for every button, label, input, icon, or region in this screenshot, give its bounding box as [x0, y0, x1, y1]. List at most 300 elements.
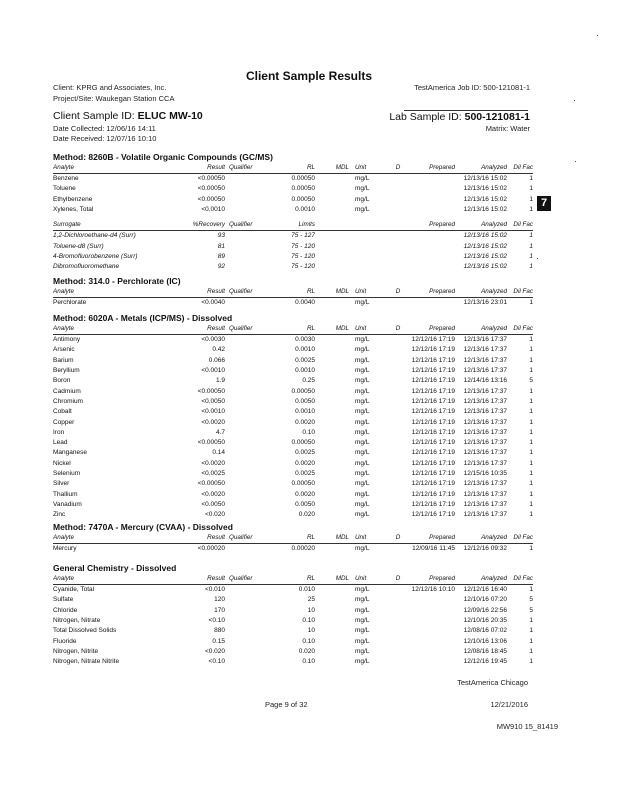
table-row	[53, 174, 533, 185]
cell-analyzed: 12/08/16 07:02	[463, 627, 507, 635]
cell-d	[389, 335, 407, 346]
cell-d	[389, 626, 407, 636]
cell-dil: 1	[529, 545, 533, 553]
cell-qualifier	[225, 500, 275, 510]
cell-prepared	[407, 231, 455, 242]
table-row	[53, 616, 533, 626]
cell-rl: 25	[307, 596, 315, 604]
cell-analyzed: 12/13/16 15:02	[463, 242, 507, 250]
cell-unit: mg/L	[355, 418, 370, 426]
cell-unit: mg/L	[355, 449, 370, 457]
cell-mdl	[315, 448, 349, 458]
cell-prepared	[407, 298, 455, 309]
cell-prepared: 12/12/16 17:19	[411, 511, 455, 519]
table-header-row	[53, 163, 533, 174]
column-header-mdl: MDL	[315, 574, 349, 585]
cell-prepared	[407, 262, 455, 272]
cell-analyte: Mercury	[53, 545, 77, 553]
cell-analyte: Chloride	[53, 606, 78, 614]
cell-dil: 1	[529, 637, 533, 645]
cell-analyzed: 12/13/16 17:37	[463, 511, 507, 519]
cell-prepared: 12/12/16 17:19	[411, 408, 455, 416]
empty-cell	[389, 262, 407, 272]
cell-mdl	[315, 469, 349, 479]
cell-rl: 0.0025	[295, 470, 315, 477]
cell-mdl	[315, 616, 349, 626]
cell-result: <0.0020	[201, 459, 225, 467]
cell-rl: 10	[307, 627, 315, 635]
column-header-prepared: Prepared	[407, 324, 455, 335]
table-row	[53, 397, 533, 407]
cell-mdl	[315, 298, 349, 309]
cell-analyzed: 12/13/16 17:37	[463, 408, 507, 416]
cell-rl: 0.0050	[295, 500, 315, 508]
cell-qualifier	[225, 544, 275, 555]
cell-unit: mg/L	[355, 408, 370, 416]
cell-qualifier	[225, 386, 275, 396]
cell-rl: 0.10	[302, 658, 315, 666]
cell-result: 170	[214, 606, 225, 614]
cell-analyzed: 12/13/16 17:37	[463, 367, 507, 375]
column-header-rl: RL	[275, 324, 315, 335]
cell-unit: mg/L	[355, 336, 370, 344]
method-heading: Method: 8260B - Volatile Organic Compounds (GC/MS)	[53, 152, 273, 162]
cell-mdl	[315, 500, 349, 510]
cell-d	[389, 386, 407, 396]
column-header-d: D	[389, 163, 407, 174]
cell-dil: 1	[529, 490, 533, 498]
cell-mdl	[315, 657, 349, 667]
empty-cell	[315, 241, 349, 251]
client-sample-id	[53, 110, 203, 122]
cell-d	[389, 376, 407, 386]
column-header-result: Result	[183, 324, 225, 335]
cell-prepared	[407, 174, 455, 185]
cell-mdl	[315, 366, 349, 376]
empty-cell	[389, 231, 407, 242]
cell-result: <0.010	[204, 586, 225, 594]
results-table	[53, 574, 533, 667]
cell-analyzed: 12/13/16 17:37	[463, 356, 507, 364]
table-row	[53, 595, 533, 605]
cell-analyte: Copper	[53, 418, 75, 426]
cell-qualifier	[225, 438, 275, 448]
cell-d	[389, 298, 407, 309]
cell-prepared	[407, 657, 455, 667]
column-header-dil-fac: Dil Fac	[507, 324, 533, 335]
cell-qualifier	[225, 510, 275, 520]
cell-dil: 1	[529, 185, 533, 193]
cell-unit: mg/L	[355, 367, 370, 375]
cell-analyte: Manganese	[53, 449, 87, 457]
cell-mdl	[315, 195, 349, 205]
cell-analyte: Thallium	[53, 490, 78, 498]
table-row	[53, 345, 533, 355]
cell-rl: 0.00050	[291, 439, 315, 447]
table-row	[53, 657, 533, 667]
cell-unit: mg/L	[355, 299, 370, 307]
column-header-rl: RL	[275, 287, 315, 298]
cell-analyte: Total Dissolved Solids	[53, 627, 117, 635]
cell-dil: 1	[529, 470, 533, 477]
cell-result: <0.0010	[201, 367, 225, 375]
cell-analyzed: 12/13/16 15:02	[463, 232, 507, 240]
cell-qualifier	[225, 489, 275, 499]
cell-qualifier	[225, 407, 275, 417]
cell-unit: mg/L	[355, 397, 370, 405]
cell-prepared: 12/12/16 17:19	[411, 428, 455, 436]
column-header-prepared: Prepared	[407, 163, 455, 174]
cell-mdl	[315, 585, 349, 596]
table-row	[53, 407, 533, 417]
cell-limits: 75 - 120	[291, 252, 315, 260]
cell-mdl	[315, 489, 349, 499]
column-header-qualifier: Qualifier	[225, 287, 275, 298]
cell-recovery: 93	[217, 232, 225, 240]
cell-qualifier	[225, 479, 275, 489]
cell-d	[389, 585, 407, 596]
cell-prepared: 12/12/16 17:19	[411, 377, 455, 385]
cell-result: 0.15	[212, 637, 225, 645]
cell-dil: 1	[529, 356, 533, 364]
cell-rl: 0.00050	[291, 185, 315, 193]
cell-unit: mg/L	[355, 387, 370, 395]
cell-prepared: 12/12/16 17:19	[411, 449, 455, 457]
cell-prepared	[407, 636, 455, 646]
cell-rl: 0.00020	[291, 545, 315, 553]
cell-qualifier	[225, 205, 275, 215]
cell-mdl	[315, 407, 349, 417]
column-header-unit: Unit	[349, 324, 389, 335]
column-header-result: Result	[183, 163, 225, 174]
cell-d	[389, 657, 407, 667]
cell-mdl	[315, 544, 349, 555]
cell-result: <0.0050	[201, 500, 225, 508]
cell-d	[389, 184, 407, 194]
cell-analyte: Benzene	[53, 175, 79, 183]
surrogate-header-dil-fac: Dil Fac	[507, 220, 533, 231]
cell-analyte: Barium	[53, 356, 74, 364]
cell-d	[389, 647, 407, 657]
cell-analyzed: 12/13/16 17:37	[463, 500, 507, 508]
cell-mdl	[315, 626, 349, 636]
table-row	[53, 489, 533, 499]
cell-analyzed: 12/13/16 17:37	[463, 397, 507, 405]
empty-header	[349, 220, 389, 231]
cell-mdl	[315, 205, 349, 215]
cell-dil: 1	[529, 647, 533, 655]
cell-analyte: Arsenic	[53, 346, 75, 354]
cell-unit: mg/L	[355, 175, 370, 183]
column-header-d: D	[389, 324, 407, 335]
cell-analyzed: 12/13/16 17:37	[463, 336, 507, 344]
cell-analyte: Chromium	[53, 397, 83, 405]
cell-analyte: Cobalt	[53, 408, 72, 416]
cell-rl: 0.0010	[295, 346, 315, 354]
cell-prepared: 12/12/16 17:19	[411, 346, 455, 354]
empty-cell	[315, 231, 349, 242]
surrogate-header-qualifier: Qualifier	[225, 220, 275, 231]
cell-qualifier	[225, 231, 275, 242]
empty-cell	[349, 252, 389, 262]
table-row	[53, 479, 533, 489]
cell-dil: 1	[529, 336, 533, 344]
cell-analyte: Perchlorate	[53, 299, 87, 307]
cell-mdl	[315, 428, 349, 438]
cell-dil: 5	[529, 596, 533, 604]
table-row	[53, 636, 533, 646]
cell-rl: 0.0020	[295, 459, 315, 467]
results-table	[53, 324, 533, 520]
cell-analyte: Beryllium	[53, 367, 80, 375]
cell-dil: 1	[529, 658, 533, 666]
cell-analyzed: 12/10/16 07:20	[463, 596, 507, 604]
cell-qualifier	[225, 195, 275, 205]
cell-rl: 0.0050	[295, 397, 315, 405]
cell-qualifier	[225, 241, 275, 251]
column-header-analyzed: Analyzed	[455, 163, 507, 174]
column-header-analyzed: Analyzed	[455, 574, 507, 585]
cell-prepared	[407, 626, 455, 636]
cell-mdl	[315, 438, 349, 448]
column-header-prepared: Prepared	[407, 574, 455, 585]
cell-unit: mg/L	[355, 490, 370, 498]
cell-d	[389, 407, 407, 417]
method-heading: Method: 7470A - Mercury (CVAA) - Dissolved	[53, 522, 233, 532]
cell-unit: mg/L	[355, 627, 370, 635]
cell-unit: mg/L	[355, 356, 370, 364]
cell-unit: mg/L	[355, 428, 370, 436]
table-row	[53, 510, 533, 520]
section-tab-marker: 7	[537, 196, 551, 211]
cell-unit: mg/L	[355, 470, 370, 477]
table-row	[53, 356, 533, 366]
column-header-analyte: Analyte	[53, 324, 183, 335]
cell-analyte: Boron	[53, 377, 71, 385]
empty-cell	[349, 262, 389, 272]
cell-rl: 0.25	[302, 377, 315, 385]
results-table	[53, 287, 533, 308]
cell-recovery: 89	[217, 252, 225, 260]
cell-result: <0.0010	[201, 206, 225, 214]
cell-analyte: Ethylbenzene	[53, 195, 93, 203]
cell-d	[389, 448, 407, 458]
cell-unit: mg/L	[355, 500, 370, 508]
cell-unit: mg/L	[355, 439, 370, 447]
cell-unit: mg/L	[355, 206, 370, 214]
column-header-qualifier: Qualifier	[225, 533, 275, 544]
cell-dil: 1	[529, 617, 533, 625]
cell-unit: mg/L	[355, 346, 370, 354]
cell-prepared	[407, 241, 455, 251]
cell-analyzed: 12/13/16 23:01	[463, 299, 507, 307]
page-title: Client Sample Results	[245, 69, 373, 83]
cell-mdl	[315, 386, 349, 396]
column-header-result: Result	[183, 287, 225, 298]
cell-dil: 1	[529, 387, 533, 395]
cell-unit: mg/L	[355, 647, 370, 655]
cell-qualifier	[225, 376, 275, 386]
cell-analyzed: 12/13/16 15:02	[463, 185, 507, 193]
cell-dil: 1	[529, 480, 533, 488]
cell-rl: 0.020	[298, 647, 315, 655]
cell-qualifier	[225, 397, 275, 407]
cell-analyzed: 12/12/16 16:40	[463, 586, 507, 594]
cell-qualifier	[225, 184, 275, 194]
table-row	[53, 585, 533, 596]
cell-analyzed: 12/14/16 13:16	[463, 377, 507, 385]
column-header-qualifier: Qualifier	[225, 324, 275, 335]
cell-rl: 0.0030	[295, 336, 315, 344]
cell-unit: mg/L	[355, 606, 370, 614]
cell-qualifier	[225, 345, 275, 355]
cell-name: 4-Bromofluorobenzene (Surr)	[53, 252, 138, 260]
cell-unit: mg/L	[355, 617, 370, 625]
cell-d	[389, 345, 407, 355]
cell-prepared: 12/12/16 17:19	[411, 490, 455, 498]
cell-result: <0.0020	[201, 418, 225, 426]
empty-cell	[315, 252, 349, 262]
cell-mdl	[315, 510, 349, 520]
cell-mdl	[315, 184, 349, 194]
footer-document-id: MW910 15_81419	[496, 722, 558, 731]
cell-dil: 1	[529, 428, 533, 436]
table-header-row	[53, 287, 533, 298]
cell-analyzed: 12/13/16 17:37	[463, 449, 507, 457]
cell-qualifier	[225, 335, 275, 346]
empty-cell	[389, 252, 407, 262]
cell-dil: 1	[529, 418, 533, 426]
cell-result: <0.0040	[201, 299, 225, 307]
cell-dil: 1	[529, 500, 533, 508]
cell-analyzed: 12/13/16 17:37	[463, 346, 507, 354]
column-header-analyzed: Analyzed	[455, 324, 507, 335]
empty-cell	[315, 262, 349, 272]
cell-mdl	[315, 647, 349, 657]
cell-result: <0.0025	[201, 470, 225, 477]
cell-prepared	[407, 184, 455, 194]
cell-qualifier	[225, 174, 275, 185]
cell-result: <0.00050	[197, 195, 225, 203]
cell-dil: 5	[529, 377, 533, 385]
cell-analyzed: 12/09/16 22:56	[463, 606, 507, 614]
cell-unit: mg/L	[355, 658, 370, 666]
cell-rl: 0.010	[298, 586, 315, 594]
cell-d	[389, 356, 407, 366]
cell-rl: 0.00050	[291, 387, 315, 395]
cell-mdl	[315, 335, 349, 346]
column-header-analyte: Analyte	[53, 163, 183, 174]
column-header-unit: Unit	[349, 533, 389, 544]
cell-d	[389, 205, 407, 215]
cell-unit: mg/L	[355, 195, 370, 203]
date-collected: Date Collected: 12/06/16 14:11	[53, 124, 156, 133]
cell-recovery: 81	[217, 242, 225, 250]
cell-analyte: Antimony	[53, 336, 81, 344]
cell-result: 0.066	[208, 356, 225, 364]
cell-qualifier	[225, 356, 275, 366]
cell-prepared: 12/09/16 11:45	[412, 545, 455, 553]
cell-mdl	[315, 636, 349, 646]
surrogate-header-limits: Limits	[275, 220, 315, 231]
cell-prepared: 12/12/16 17:19	[411, 459, 455, 467]
cell-analyzed: 12/13/16 17:37	[463, 480, 507, 488]
cell-qualifier	[225, 469, 275, 479]
column-header-rl: RL	[275, 574, 315, 585]
cell-rl: 0.0025	[295, 356, 315, 364]
surrogate-row	[53, 262, 533, 272]
method-heading: Method: 314.0 - Perchlorate (IC)	[53, 276, 181, 286]
table-row	[53, 448, 533, 458]
cell-analyzed: 12/12/16 09:32	[463, 545, 507, 553]
cell-rl: 0.00050	[291, 175, 315, 183]
cell-d	[389, 469, 407, 479]
cell-qualifier	[225, 298, 275, 309]
cell-analyte: Fluoride	[53, 637, 77, 645]
cell-analyzed: 12/13/16 15:02	[463, 175, 507, 183]
method-heading: General Chemistry - Dissolved	[53, 563, 177, 573]
cell-prepared	[407, 252, 455, 262]
cell-unit: mg/L	[355, 459, 370, 467]
cell-analyzed: 12/15/16 10:35	[463, 470, 507, 477]
cell-d	[389, 616, 407, 626]
surrogate-header-analyzed: Analyzed	[455, 220, 507, 231]
cell-result: 880	[214, 627, 225, 635]
cell-dil: 1	[529, 367, 533, 375]
cell-analyzed: 12/13/16 17:37	[463, 418, 507, 426]
table-row	[53, 459, 533, 469]
cell-mdl	[315, 397, 349, 407]
empty-cell	[349, 231, 389, 242]
table-row	[53, 500, 533, 510]
cell-analyte: Silver	[53, 480, 70, 488]
cell-mdl	[315, 174, 349, 185]
column-header-unit: Unit	[349, 163, 389, 174]
cell-qualifier	[225, 636, 275, 646]
cell-analyzed: 12/13/16 17:37	[463, 387, 507, 395]
lab-sample-id	[389, 111, 530, 123]
cell-unit: mg/L	[355, 511, 370, 519]
surrogate-row	[53, 241, 533, 251]
cell-analyzed: 12/13/16 15:02	[463, 195, 507, 203]
job-id: TestAmerica Job ID: 500-121081-1	[414, 83, 530, 92]
cell-rl: 0.0010	[295, 206, 315, 214]
cell-analyte: Nickel	[53, 459, 71, 467]
table-row	[53, 544, 533, 555]
cell-name: Dibromofluoromethane	[53, 263, 120, 271]
cell-mdl	[315, 356, 349, 366]
surrogate-header-row	[53, 220, 533, 231]
table-header-row	[53, 574, 533, 585]
cell-dil: 1	[529, 346, 533, 354]
client-sample-label: Client Sample ID:	[53, 110, 138, 122]
cell-result: <0.0030	[201, 336, 225, 344]
cell-dil: 1	[529, 449, 533, 457]
cell-analyte: Xylenes, Total	[53, 206, 94, 214]
cell-unit: mg/L	[355, 596, 370, 604]
cell-dil: 1	[529, 459, 533, 467]
cell-d	[389, 606, 407, 616]
cell-analyte: Toluene	[53, 185, 76, 193]
column-header-mdl: MDL	[315, 163, 349, 174]
cell-prepared: 12/12/16 17:19	[411, 367, 455, 375]
column-header-analyte: Analyte	[53, 287, 183, 298]
cell-prepared: 12/12/16 17:19	[411, 336, 455, 344]
cell-analyzed: 12/13/16 17:37	[463, 439, 507, 447]
surrogate-row	[53, 252, 533, 262]
cell-rl: 0.0025	[295, 449, 315, 457]
cell-unit: mg/L	[355, 586, 370, 594]
